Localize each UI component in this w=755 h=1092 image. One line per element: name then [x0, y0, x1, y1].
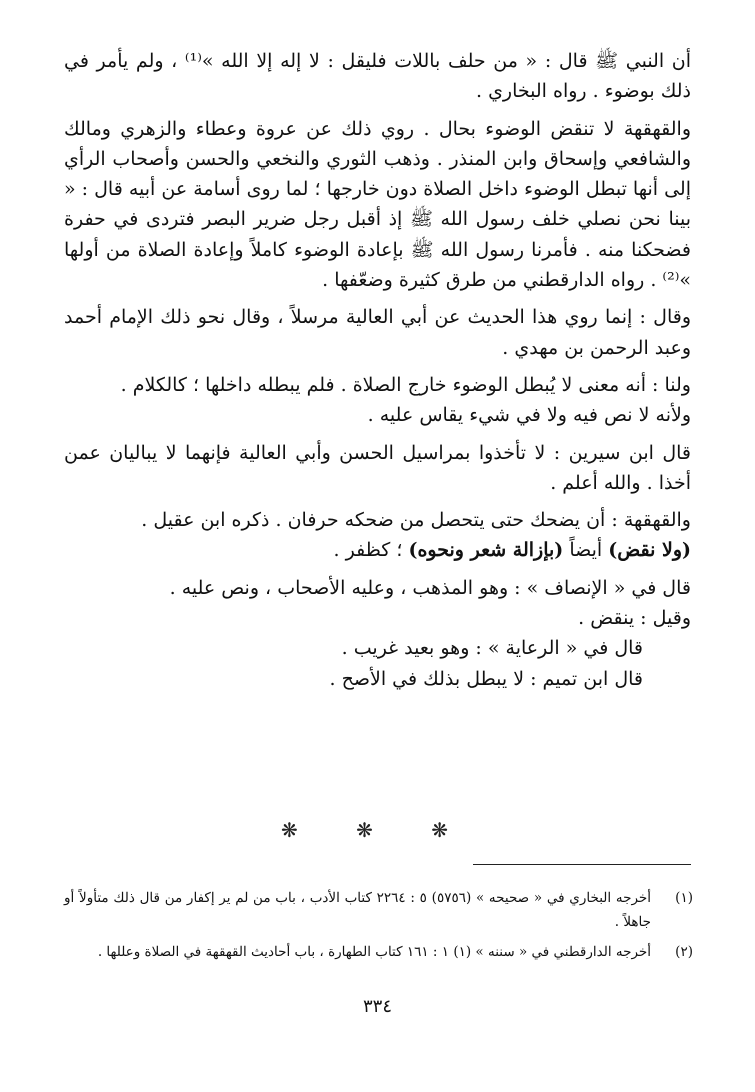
paragraph-2: والقهقهة لا تنقض الوضوء بحال . روي ذلك عن عروة وعطاء والزهري ومالك والشافعي وإسحاق وابن المنذر . وذهب الثوري والنخعي والحسن وأصحاب الرأي إلى أنها تبطل الوضوء داخل الصلاة دون خارجها ؛ لما روى أسامة عن أبيه قال : « بينا نحن نصلي خلف رسول الله ﷺ إذ أقبل رجل ضرير البصر فتردى في حفرة فضحكنا منه . فأمرنا رسول الله ﷺ بإعادة الوضوء كاملاً وإعادة الصلاة من أولها »⁽²⁾ . رواه الدارقطني من طرق كثيرة وضعّفها .	[64, 117, 691, 292]
paragraph-6: قال ابن سيرين : لا تأخذوا بمراسيل الحسن وأبي العالية فإنهما لا يباليان عمن أخذا . والله أعلم .	[64, 441, 691, 494]
paragraph-4: ولنا : أنه معنى لا يُبطل الوضوء خارج الصلاة . فلم يبطله داخلها ؛ كالكلام .	[120, 373, 691, 396]
paragraph-11: قال في « الرعاية » : وهو بعيد غريب .	[341, 637, 643, 660]
paragraph-8: (ولا نقض) أيضاً (بإزالة شعر ونحوه) ؛ كظفر .	[333, 539, 691, 562]
paragraph-12: قال ابن تميم : لا يبطل بذلك في الأصح .	[329, 667, 643, 690]
footnote-number: (١)	[675, 890, 693, 906]
footnote-divider	[473, 864, 691, 865]
page-number: ٣٣٤	[362, 996, 392, 1017]
paragraph-5: ولأنه لا نص فيه ولا في شيء يقاس عليه .	[367, 404, 691, 427]
footnote-text: أخرجه الدارقطني في « سننه » (١) ١ : ١٦١ كتاب الطهارة ، باب أحاديث القهقهة في الصلاة وعللها .	[97, 944, 651, 960]
paragraph-3: وقال : إنما روي هذا الحديث عن أبي العالية مرسلاً ، وقال نحو ذلك الإمام أحمد وعبد الرحمن بن مهدي .	[64, 306, 691, 359]
paragraph-9: قال في « الإنصاف » : وهو المذهب ، وعليه الأصحاب ، ونص عليه .	[169, 576, 691, 599]
footnotes	[64, 886, 693, 964]
footnote-2	[64, 940, 693, 964]
footnote-1	[64, 886, 693, 934]
section-separator: ❋ ❋ ❋	[281, 818, 474, 842]
paragraph-10: وقيل : ينقض .	[578, 607, 691, 630]
paragraph-7: والقهقهة : أن يضحك حتى يتحصل من ضحكه حرفان . ذكره ابن عقيل .	[141, 509, 691, 532]
main-text	[64, 46, 691, 694]
footnote-number: (٢)	[675, 944, 693, 960]
footnote-text: أخرجه البخاري في « صحيحه » (٥٧٥٦) ٥ : ٢٢٦٤ كتاب الأدب ، باب من لم ير إكفار من قال ذلك متأولاً أو جاهلاً .	[64, 890, 651, 930]
paragraph-1: أن النبي ﷺ قال : « من حلف باللات فليقل : لا إله إلا الله »⁽¹⁾ ، ولم يأمر في ذلك بوضوء . رواه البخاري .	[64, 50, 691, 103]
